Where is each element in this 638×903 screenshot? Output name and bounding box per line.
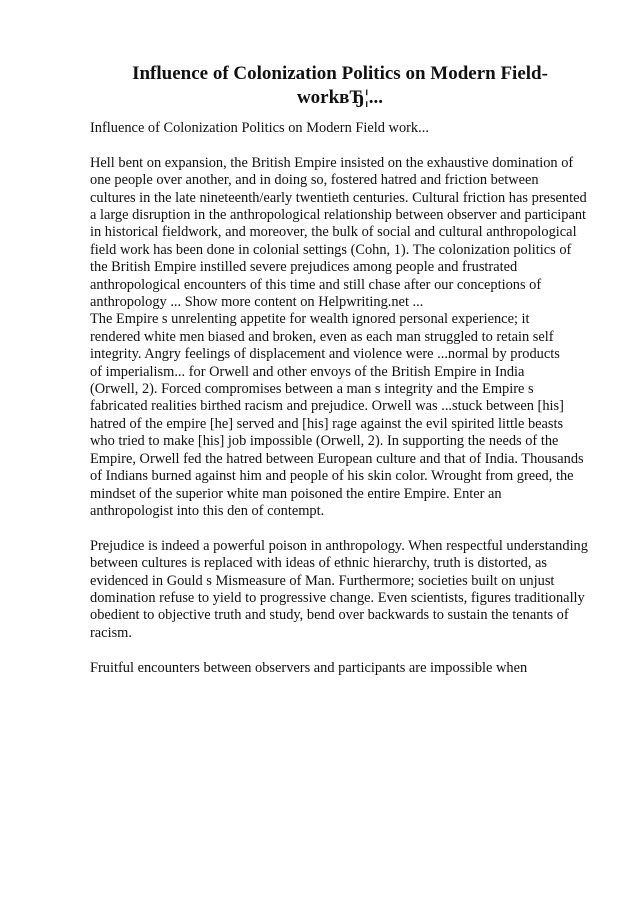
body-paragraph-3: Prejudice is indeed a powerful poison in anthropology. When respectful understanding between cultures is replaced with ideas of ethnic hierarchy, truth is distorted, as evidenced in Gould s Mismeasure of Man. Furthermore; societies built on unjust domination refuse to yield to progressive change. Even scientists, figures traditionally obedient to objective truth and study, bend over backwards to sustain the tenants of racism.: [90, 537, 588, 641]
document-title: Influence of Colonization Politics on Modern Field- workвЂ¦...: [132, 63, 548, 108]
paragraph-gap: [90, 642, 610, 659]
paragraph-gap: [90, 137, 610, 154]
document-subtitle: Influence of Colonization Politics on Modern Field work...: [90, 120, 429, 136]
paragraph-gap: [90, 520, 610, 537]
document-body: [90, 120, 610, 677]
body-paragraph-2: The Empire s unrelenting appetite for wealth ignored personal experience; it rendered white men biased and broken, even as each man struggled to retain self integrity. Angry feelings of displacement and violence were ...normal by products of imperialism... for Orwell and other envoys of the British Empire in India (Orwell, 2). Forced compromises between a man s integrity and the Empire s fabricated realities birthed racism and prejudice. Orwell was ...stuck between [his] hatred of the empire [he] served and [his] rage against the evil spirited little beasts who tried to make [his] job impossible (Orwell, 2). In supporting the needs of the Empire, Orwell fed the hatred between European culture and that of India. Thousands of Indians burned against him and people of his skin color. Wrought from greed, the mindset of the superior white man poisoned the entire Empire. Enter an anthropologist into this den of contempt.: [90, 311, 584, 519]
body-paragraph-4: Fruitful encounters between observers and participants are impossible when: [90, 659, 528, 676]
body-paragraph-1: Hell bent on expansion, the British Empire insisted on the exhaustive domination of one people over another, and in doing so, fostered hatred and friction between cultures in the late nineteenth/early twentieth centuries. Cultural friction has presented a large disruption in the anthropological relationship between observer and participant in historical fieldwork, and moreover, the bulk of social and cultural anthropological field work has been done in colonial settings (Cohn, 1). The colonization politics of the British Empire instilled severe prejudices among people and frustrated anthropological encounters of this time and still chase after our conceptions of anthropology ... Show more content on Helpwriting.net ...: [90, 154, 587, 311]
